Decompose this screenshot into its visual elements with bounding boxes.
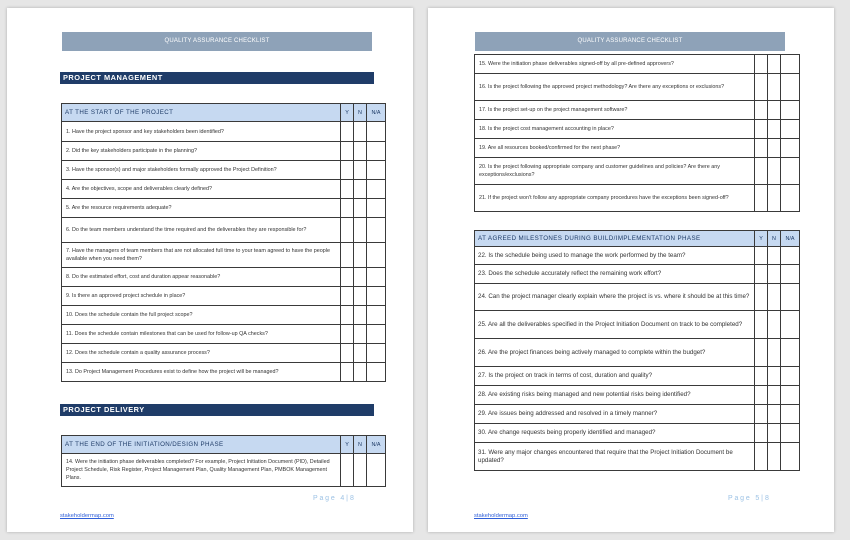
answer-cell-na[interactable] [781, 74, 800, 101]
checklist-row-30 [475, 424, 800, 443]
checklist-row-5 [62, 199, 386, 218]
answer-cell-n[interactable] [354, 142, 367, 161]
checklist-row-26 [475, 339, 800, 367]
answer-cell-y[interactable] [341, 218, 354, 243]
table-header-row [475, 231, 800, 247]
answer-cell-na[interactable] [367, 325, 386, 344]
checklist-row-31 [475, 443, 800, 471]
answer-cell-n[interactable] [768, 158, 781, 185]
checklist-row-9 [62, 287, 386, 306]
answer-cell-n[interactable] [768, 139, 781, 158]
answer-cell-na[interactable] [781, 158, 800, 185]
answer-cell-n[interactable] [354, 218, 367, 243]
answer-cell-n[interactable] [354, 199, 367, 218]
checklist-title-bar: QUALITY ASSURANCE CHECKLIST [475, 32, 785, 51]
checklist-row-3 [62, 161, 386, 180]
question-text: 23. Does the schedule accurately reflect the remaining work effort? [475, 265, 755, 284]
column-header-na: N/A [781, 231, 800, 247]
checklist-row-11 [62, 325, 386, 344]
answer-cell-y[interactable] [341, 454, 354, 487]
section-heading-project-delivery: PROJECT DELIVERY [60, 404, 374, 416]
answer-cell-n[interactable] [768, 55, 781, 74]
question-text: 29. Are issues being addressed and resolved in a timely manner? [475, 405, 755, 424]
table-header-label: AT AGREED MILESTONES DURING BUILD/IMPLEMENTATION PHASE [475, 231, 755, 247]
answer-cell-na[interactable] [781, 386, 800, 405]
answer-cell-n[interactable] [354, 287, 367, 306]
checklist-title-bar: QUALITY ASSURANCE CHECKLIST [62, 32, 372, 51]
answer-cell-n[interactable] [354, 454, 367, 487]
question-text: 8. Do the estimated effort, cost and duration appear reasonable? [62, 268, 341, 287]
answer-cell-na[interactable] [781, 311, 800, 339]
checklist-row-17 [475, 101, 800, 120]
question-text: 17. Is the project set-up on the project management software? [475, 101, 755, 120]
question-text: 10. Does the schedule contain the full project scope? [62, 306, 341, 325]
answer-cell-na[interactable] [367, 142, 386, 161]
question-text: 20. Is the project following appropriate company and customer guidelines and policies? Are there any exceptions/exclusions? [475, 158, 755, 185]
answer-cell-n[interactable] [768, 339, 781, 367]
answer-cell-y[interactable] [755, 311, 768, 339]
answer-cell-y[interactable] [341, 243, 354, 268]
checklist-row-20 [475, 158, 800, 185]
checklist-row-23 [475, 265, 800, 284]
checklist-row-28 [475, 386, 800, 405]
answer-cell-na[interactable] [367, 268, 386, 287]
answer-cell-na[interactable] [781, 424, 800, 443]
answer-cell-y[interactable] [341, 142, 354, 161]
answer-cell-y[interactable] [755, 265, 768, 284]
question-text: 26. Are the project finances being actively managed to complete within the budget? [475, 339, 755, 367]
question-text: 3. Have the sponsor(s) and major stakeholders formally approved the Project Definition? [62, 161, 341, 180]
answer-cell-na[interactable] [367, 306, 386, 325]
question-text: 1. Have the project sponsor and key stakeholders been identified? [62, 122, 341, 142]
answer-cell-y[interactable] [755, 120, 768, 139]
answer-cell-n[interactable] [354, 161, 367, 180]
table-header-row [62, 436, 386, 454]
answer-cell-y[interactable] [341, 306, 354, 325]
answer-cell-y[interactable] [341, 363, 354, 382]
checklist-row-6 [62, 218, 386, 243]
checklist-row-24 [475, 284, 800, 311]
checklist-row-21 [475, 185, 800, 212]
answer-cell-y[interactable] [341, 122, 354, 142]
question-text: 25. Are all the deliverables specified in the Project Initiation Document on track to be completed? [475, 311, 755, 339]
answer-cell-y[interactable] [341, 287, 354, 306]
column-header-n: N [354, 104, 367, 122]
footer-link[interactable]: stakeholdermap.com [60, 513, 114, 519]
checklist-table-end-initiation-continued [474, 54, 800, 212]
answer-cell-y[interactable] [341, 344, 354, 363]
table-header-row [62, 104, 386, 122]
checklist-row-27 [475, 367, 800, 386]
answer-cell-n[interactable] [768, 386, 781, 405]
document-page-5 [428, 8, 834, 532]
answer-cell-n[interactable] [354, 344, 367, 363]
column-header-y: Y [341, 104, 354, 122]
answer-cell-na[interactable] [367, 287, 386, 306]
answer-cell-n[interactable] [768, 265, 781, 284]
answer-cell-na[interactable] [781, 120, 800, 139]
document-page-4 [7, 8, 413, 532]
question-text: 14. Were the initiation phase deliverables completed? For example, Project Initiation Document (PID), Detailed Project Schedule, Risk Register, Project Management Plan, Quality Management Plan, PMBOK Management Plans. [62, 454, 341, 487]
checklist-row-29 [475, 405, 800, 424]
answer-cell-na[interactable] [367, 218, 386, 243]
answer-cell-na[interactable] [367, 344, 386, 363]
page-number: Page 5 | 8 [728, 495, 769, 502]
answer-cell-y[interactable] [755, 158, 768, 185]
answer-cell-n[interactable] [354, 306, 367, 325]
question-text: 16. Is the project following the approved project methodology? Are there any exceptions or exclusions? [475, 74, 755, 101]
answer-cell-y[interactable] [755, 284, 768, 311]
answer-cell-na[interactable] [781, 101, 800, 120]
column-header-na: N/A [367, 436, 386, 454]
answer-cell-y[interactable] [755, 139, 768, 158]
table-header-label: AT THE START OF THE PROJECT [62, 104, 341, 122]
checklist-row-12 [62, 344, 386, 363]
answer-cell-y[interactable] [755, 101, 768, 120]
answer-cell-na[interactable] [367, 199, 386, 218]
question-text: 15. Were the initiation phase deliverables signed-off by all pre-defined approvers? [475, 55, 755, 74]
checklist-row-7 [62, 243, 386, 268]
answer-cell-na[interactable] [781, 339, 800, 367]
column-header-n: N [354, 436, 367, 454]
answer-cell-na[interactable] [367, 122, 386, 142]
checklist-row-19 [475, 139, 800, 158]
answer-cell-na[interactable] [367, 243, 386, 268]
question-text: 11. Does the schedule contain milestones that can be used for follow-up QA checks? [62, 325, 341, 344]
answer-cell-y[interactable] [341, 268, 354, 287]
answer-cell-y[interactable] [755, 405, 768, 424]
answer-cell-na[interactable] [367, 161, 386, 180]
answer-cell-na[interactable] [781, 265, 800, 284]
answer-cell-n[interactable] [768, 311, 781, 339]
answer-cell-na[interactable] [367, 454, 386, 487]
checklist-row-2 [62, 142, 386, 161]
answer-cell-y[interactable] [755, 443, 768, 471]
answer-cell-na[interactable] [781, 185, 800, 212]
answer-cell-y[interactable] [755, 339, 768, 367]
page-total: 8 [764, 495, 769, 502]
checklist-row-4 [62, 180, 386, 199]
page-total: 8 [349, 495, 354, 502]
checklist-row-1 [62, 122, 386, 142]
question-text: 28. Are existing risks being managed and new potential risks being identified? [475, 386, 755, 405]
checklist-table-start [61, 103, 386, 382]
question-text: 9. Is there an approved project schedule in place? [62, 287, 341, 306]
checklist-row-16 [475, 74, 800, 101]
page-label: Page [313, 495, 337, 502]
checklist-row-14 [62, 454, 386, 487]
page-current: 5 [755, 495, 760, 502]
answer-cell-n[interactable] [768, 247, 781, 265]
answer-cell-na[interactable] [781, 443, 800, 471]
checklist-row-13 [62, 363, 386, 382]
answer-cell-na[interactable] [781, 55, 800, 74]
answer-cell-na[interactable] [781, 139, 800, 158]
column-header-n: N [768, 231, 781, 247]
answer-cell-n[interactable] [354, 268, 367, 287]
answer-cell-na[interactable] [367, 363, 386, 382]
answer-cell-n[interactable] [768, 74, 781, 101]
question-text: 7. Have the managers of team members that are not allocated full time to your team agreed to have the people available when you need them? [62, 243, 341, 268]
answer-cell-n[interactable] [768, 367, 781, 386]
answer-cell-n[interactable] [354, 122, 367, 142]
question-text: 31. Were any major changes encountered that require that the Project Initiation Document be updated? [475, 443, 755, 471]
checklist-row-25 [475, 311, 800, 339]
question-text: 2. Did the key stakeholders participate in the planning? [62, 142, 341, 161]
answer-cell-na[interactable] [781, 367, 800, 386]
answer-cell-y[interactable] [755, 74, 768, 101]
column-header-y: Y [341, 436, 354, 454]
page-number: Page 4 | 8 [313, 495, 354, 502]
answer-cell-na[interactable] [781, 247, 800, 265]
page-current: 4 [340, 495, 345, 502]
answer-cell-y[interactable] [755, 367, 768, 386]
answer-cell-n[interactable] [768, 443, 781, 471]
checklist-row-8 [62, 268, 386, 287]
answer-cell-n[interactable] [354, 243, 367, 268]
answer-cell-y[interactable] [755, 386, 768, 405]
answer-cell-n[interactable] [768, 185, 781, 212]
answer-cell-n[interactable] [768, 120, 781, 139]
column-header-y: Y [755, 231, 768, 247]
column-header-na: N/A [367, 104, 386, 122]
question-text: 22. Is the schedule being used to manage the work performed by the team? [475, 247, 755, 265]
answer-cell-na[interactable] [781, 405, 800, 424]
question-text: 19. Are all resources booked/confirmed for the next phase? [475, 139, 755, 158]
answer-cell-n[interactable] [768, 101, 781, 120]
question-text: 5. Are the resource requirements adequate? [62, 199, 341, 218]
answer-cell-y[interactable] [341, 180, 354, 199]
checklist-table-milestones [474, 230, 800, 471]
section-heading-project-management: PROJECT MANAGEMENT [60, 72, 374, 84]
table-header-label: AT THE END OF THE INITIATION/DESIGN PHASE [62, 436, 341, 454]
answer-cell-n[interactable] [768, 405, 781, 424]
checklist-table-end-initiation [61, 435, 386, 487]
answer-cell-y[interactable] [341, 199, 354, 218]
answer-cell-n[interactable] [768, 424, 781, 443]
question-text: 18. Is the project cost management accounting in place? [475, 120, 755, 139]
question-text: 21. If the project won't follow any appropriate company procedures have the exceptions been signed-off? [475, 185, 755, 212]
question-text: 27. Is the project on track in terms of cost, duration and quality? [475, 367, 755, 386]
page-label: Page [728, 495, 752, 502]
checklist-row-18 [475, 120, 800, 139]
answer-cell-n[interactable] [354, 325, 367, 344]
answer-cell-na[interactable] [781, 284, 800, 311]
answer-cell-na[interactable] [367, 180, 386, 199]
checklist-row-22 [475, 247, 800, 265]
checklist-row-15 [475, 55, 800, 74]
answer-cell-n[interactable] [354, 363, 367, 382]
checklist-row-10 [62, 306, 386, 325]
question-text: 6. Do the team members understand the time required and the deliverables they are responsible for? [62, 218, 341, 243]
footer-link[interactable]: stakeholdermap.com [474, 513, 528, 519]
question-text: 24. Can the project manager clearly explain where the project is vs. where it should be at this time? [475, 284, 755, 311]
question-text: 4. Are the objectives, scope and deliverables clearly defined? [62, 180, 341, 199]
answer-cell-n[interactable] [768, 284, 781, 311]
question-text: 30. Are change requests being properly identified and managed? [475, 424, 755, 443]
answer-cell-y[interactable] [341, 325, 354, 344]
answer-cell-n[interactable] [354, 180, 367, 199]
answer-cell-y[interactable] [755, 424, 768, 443]
answer-cell-y[interactable] [755, 185, 768, 212]
answer-cell-y[interactable] [341, 161, 354, 180]
question-text: 13. Do Project Management Procedures exist to define how the project will be managed? [62, 363, 341, 382]
question-text: 12. Does the schedule contain a quality assurance process? [62, 344, 341, 363]
answer-cell-y[interactable] [755, 247, 768, 265]
answer-cell-y[interactable] [755, 55, 768, 74]
